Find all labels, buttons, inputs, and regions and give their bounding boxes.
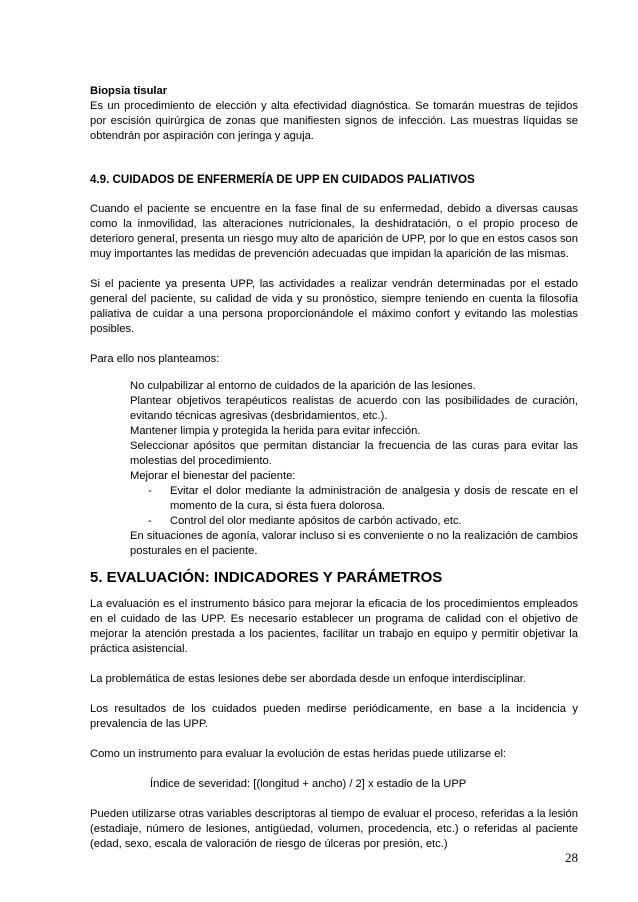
- list-item-text: Seleccionar apósitos que permitan distanciar la frecuencia de las curas para evitar las molestias del procedimiento.: [130, 440, 578, 467]
- sub-list-item-text: Control del olor mediante apósitos de carbón activado, etc.: [170, 515, 462, 527]
- severity-index-formula: Índice de severidad: [(longitud + ancho) / 2] x estadio de la UPP: [150, 778, 467, 790]
- list-item-text: En situaciones de agonía, valorar incluso si es conveniente o no la realización de cambios posturales en el paciente.: [130, 530, 578, 557]
- document-page: [90, 84, 578, 852]
- biopsy-heading: Biopsia tisular: [90, 85, 168, 97]
- section-4-9-paragraph-2: Si el paciente ya presenta UPP, las actividades a realizar vendrán determinadas por el estado general del paciente, su calidad de vida y su pronóstico, siempre teniendo en cuenta la filosofía paliativa de cuidar a una persona proporcionándole el máximo confort y evitando las molestias posibles.: [90, 278, 578, 335]
- sub-list-item: [148, 484, 578, 514]
- dash-marker: -: [148, 485, 152, 497]
- sub-list-item-text: Evitar el dolor mediante la administración de analgesia y dosis de rescate en el momento de la cura, si ésta fuera dolorosa.: [170, 485, 578, 512]
- list-item: [130, 469, 578, 529]
- list-item-text: Mantener limpia y protegida la herida para evitar infección.: [130, 425, 421, 437]
- sub-list-item: [148, 514, 578, 529]
- section-5-paragraph-2: La problemática de estas lesiones debe ser abordada desde un enfoque interdisciplinar.: [90, 673, 526, 685]
- section-4-9-heading: 4.9. CUIDADOS DE ENFERMERÍA DE UPP EN CUIDADOS PALIATIVOS: [90, 173, 475, 186]
- section-5-paragraph-3: Los resultados de los cuidados pueden medirse periódicamente, en base a la incidencia y prevalencia de las UPP.: [90, 703, 578, 730]
- page-number: 28: [565, 850, 578, 865]
- list-item: [130, 394, 578, 424]
- list-item: [130, 379, 578, 394]
- dash-marker: -: [148, 515, 152, 527]
- section-5-paragraph-4: Como un instrumento para evaluar la evolución de estas heridas puede utilizarse el:: [90, 748, 507, 760]
- list-item-text: No culpabilizar al entorno de cuidados de la aparición de las lesiones.: [130, 380, 476, 392]
- biopsy-paragraph: Es un procedimiento de elección y alta efectividad diagnóstica. Se tomarán muestras de tejidos por escisión quirúrgica de zonas que manifiesten signos de infección. Las muestras líquidas se obtendrán por aspiración con jeringa y aguja.: [90, 100, 578, 142]
- palliative-care-list: [90, 379, 578, 559]
- section-4-9-paragraph-1: Cuando el paciente se encuentre en la fase final de su enfermedad, debido a diversas causas como la inmovilidad, las alteraciones nutricionales, la deshidratación, o el propio proceso de deterioro general, presenta un riesgo muy alto de aparición de UPP, por lo que en estos casos son muy importantes las medidas de prevención adecuadas que impidan la aparición de las mismas.: [90, 203, 578, 260]
- sub-list: [130, 484, 578, 529]
- list-item-text: Mejorar el bienestar del paciente:: [130, 470, 296, 482]
- list-item: [130, 529, 578, 559]
- section-5-heading: 5. EVALUACIÓN: INDICADORES Y PARÁMETROS: [90, 569, 443, 586]
- section-4-9-paragraph-3: Para ello nos planteamos:: [90, 353, 220, 365]
- section-5-paragraph-1: La evaluación es el instrumento básico para mejorar la eficacia de los procedimientos empleados en el cuidado de las UPP. Es necesario establecer un programa de calidad con el objetivo de mejorar la atención prestada a los pacientes, facilitar un trabajo en equipo y permitir objetivar la práctica asistencial.: [90, 598, 578, 655]
- list-item: [130, 439, 578, 469]
- section-5-paragraph-5: Pueden utilizarse otras variables descriptoras al tiempo de evaluar el proceso, referidas a la lesión (estadiaje, número de lesiones, antigüedad, volumen, procedencia, etc.) o referidas al paciente (edad, sexo, escala de valoración de riesgo de úlceras por presión, etc.): [90, 808, 578, 850]
- list-item: [130, 424, 578, 439]
- list-item-text: Plantear objetivos terapéuticos realistas de acuerdo con las posibilidades de curación, evitando técnicas agresivas (desbridamientos, etc.).: [130, 395, 578, 422]
